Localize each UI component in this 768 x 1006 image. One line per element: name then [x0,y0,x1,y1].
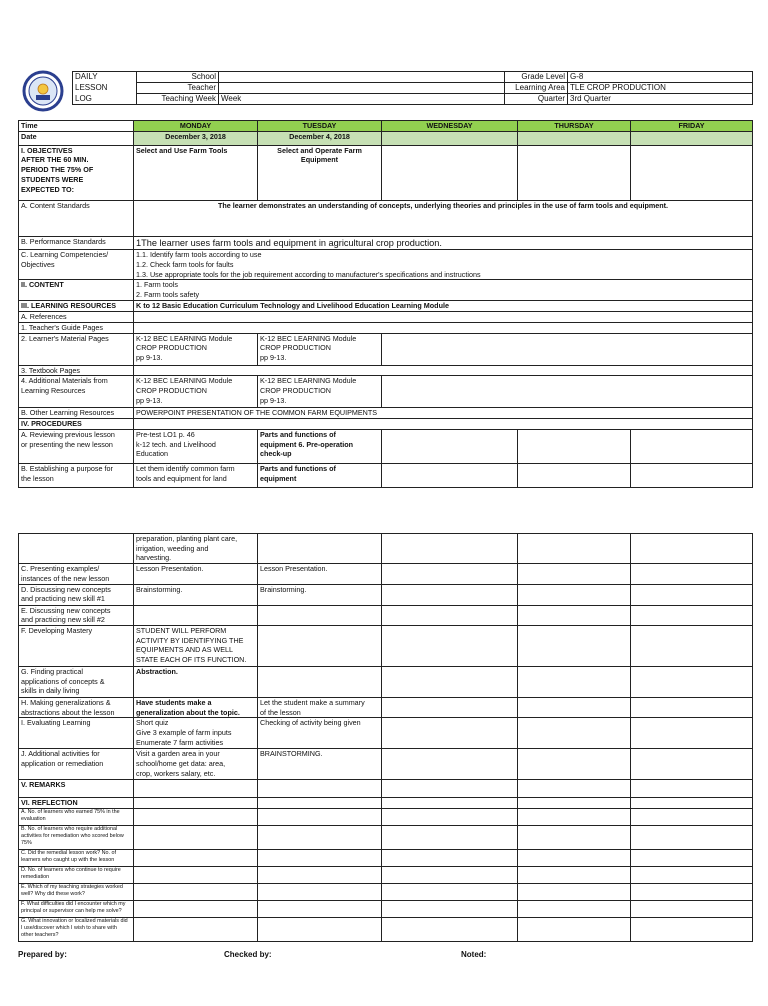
reflection-cell [134,797,258,808]
procedure-thursday [518,626,631,667]
day-header-tuesday: TUESDAY [258,121,382,132]
area-value: TLE CROP PRODUCTION [568,83,753,94]
lesson-table-page1 [18,120,753,488]
procedure-tuesday: Lesson Presentation. [258,564,382,584]
procedure-wednesday [382,667,518,698]
procedure-wednesday [382,698,518,718]
reflection-cell [631,808,753,825]
resources: K to 12 Basic Education Curriculum Technology and Livelihood Education Learning Module [134,301,753,312]
time-label: Time [19,121,134,132]
procedure-thursday [518,749,631,779]
review-wednesday [382,429,518,463]
learners-material-label: 2. Learner's Material Pages [19,333,134,365]
content-label: II. CONTENT [19,280,134,301]
competencies-label: C. Learning Competencies/ Objectives [19,250,134,280]
procedure-monday: Visit a garden area in your school/home get data: area, crop, workers salary, etc. [134,749,258,779]
procedure-label: E. Discussing new concepts and practicing new skill #2 [19,605,134,625]
reflection-cell [518,917,631,941]
continued-label [19,534,134,564]
date-friday [631,131,753,145]
continued-tuesday [258,534,382,564]
procedure-label: C. Presenting examples/ instances of the new lesson [19,564,134,584]
content-standards-label: A. Content Standards [19,200,134,236]
reflection-cell [631,849,753,866]
teachers-guide-label: 1. Teacher's Guide Pages [19,323,134,334]
additional-materials-monday: K-12 BEC LEARNING Module CROP PRODUCTION pp 9-13. [134,376,258,408]
reflection-cell [134,866,258,883]
reflection-cell [518,797,631,808]
title-line: DAILY [73,72,137,83]
procedures-label: IV. PROCEDURES [19,419,134,430]
reflection-cell [518,900,631,917]
reflection-cell [258,900,382,917]
reflection-cell [258,797,382,808]
procedure-wednesday [382,749,518,779]
remarks-cell [382,779,518,797]
procedure-label: D. Discussing new concepts and practicing new skill #1 [19,584,134,605]
procedure-monday [134,605,258,625]
continued-wednesday [382,534,518,564]
reflection-cell [518,866,631,883]
review-friday [631,429,753,463]
procedure-label: H. Making generalizations & abstractions about the lesson [19,698,134,718]
objective-friday [631,145,753,200]
additional-materials-label: 4. Additional Materials from Learning Resources [19,376,134,408]
competencies: 1.1. Identify farm tools according to use 1.2. Check farm tools for faults 1.3. Use appropriate tools for the job requirement according to manufacturer's specifications and instructions [134,250,753,280]
other-resources-label: B. Other Learning Resources [19,408,134,419]
procedure-monday: Short quiz Give 3 example of farm inputs Enumerate 7 farm activities [134,718,258,749]
reflection-cell [258,825,382,849]
procedure-tuesday: BRAINSTORMING. [258,749,382,779]
reflection-cell [382,866,518,883]
school-label: School [137,72,219,83]
content-standards: The learner demonstrates an understanding of concepts, underlying theories and principles in the use of farm tools and equipment. [134,200,753,236]
procedure-thursday [518,698,631,718]
reflection-cell [258,917,382,941]
reflection-cell [631,917,753,941]
procedures-cell [134,419,753,430]
review-monday: Pre-test LO1 p. 46 k-12 tech. and Livelihood Education [134,429,258,463]
content: 1. Farm tools 2. Farm tools safety [134,280,753,301]
header-table [72,71,753,105]
reflection-cell [258,866,382,883]
other-resources: POWERPOINT PRESENTATION OF THE COMMON FARM EQUIPMENTS [134,408,753,419]
procedure-monday: Brainstorming. [134,584,258,605]
objectives-label: I. OBJECTIVES AFTER THE 60 MIN. PERIOD THE 75% OF STUDENTS WERE EXPECTED TO: [19,145,134,200]
review-label: A. Reviewing previous lesson or presenting the new lesson [19,429,134,463]
reflection-item: C. Did the remedial lesson work? No. of learners who caught up with the lesson [19,849,134,866]
procedure-friday [631,564,753,584]
procedure-tuesday: Brainstorming. [258,584,382,605]
reflection-item: A. No. of learners who earned 75% in the evaluation [19,808,134,825]
procedure-thursday [518,605,631,625]
title-line: LOG [73,94,137,105]
learners-material-monday: K-12 BEC LEARNING Module CROP PRODUCTION pp 9-13. [134,333,258,365]
procedure-monday: Lesson Presentation. [134,564,258,584]
day-header-monday: MONDAY [134,121,258,132]
reflection-cell [134,808,258,825]
purpose-label: B. Establishing a purpose for the lesson [19,463,134,487]
continued-friday [631,534,753,564]
objective-monday: Select and Use Farm Tools [134,145,258,200]
reflection-cell [631,797,753,808]
reflection-cell [258,849,382,866]
procedure-thursday [518,584,631,605]
learners-material-tuesday: K-12 BEC LEARNING Module CROP PRODUCTION pp 9-13. [258,333,382,365]
teachers-guide-cell [134,323,753,334]
procedure-wednesday [382,626,518,667]
remarks-cell [134,779,258,797]
area-label: Learning Area [505,83,568,94]
reflection-cell [631,900,753,917]
procedure-monday: STUDENT WILL PERFORM ACTIVITY BY IDENTIFYING THE EQUIPMENTS AND AS WELL STATE EACH OF ITS FUNCTION. [134,626,258,667]
procedure-monday: Have students make a generalization about the topic. [134,698,258,718]
reflection-cell [382,808,518,825]
grade-value: G-8 [568,72,753,83]
remarks-cell [518,779,631,797]
procedure-friday [631,749,753,779]
quarter-value: 3rd Quarter [568,94,753,105]
reflection-item: D. No. of learners who continue to require remediation [19,866,134,883]
procedure-tuesday: Let the student make a summary of the lesson [258,698,382,718]
school-value [219,72,505,83]
reflection-cell [382,797,518,808]
procedure-friday [631,584,753,605]
reflection-cell [258,808,382,825]
objective-thursday [518,145,631,200]
procedure-friday [631,667,753,698]
textbook-cell [134,365,753,376]
checked-by-label: Checked by: [224,950,272,959]
purpose-friday [631,463,753,487]
learners-material-rest [382,333,753,365]
procedure-wednesday [382,605,518,625]
reflection-cell [134,825,258,849]
objective-wednesday [382,145,518,200]
reflection-cell [518,849,631,866]
reflection-cell [382,917,518,941]
procedure-tuesday: Checking of activity being given [258,718,382,749]
quarter-label: Quarter [505,94,568,105]
procedure-wednesday [382,564,518,584]
objective-tuesday: Select and Operate Farm Equipment [258,145,382,200]
procedure-friday [631,718,753,749]
reflection-item: B. No. of learners who require additional activities for remediation who scored below 75% [19,825,134,849]
grade-label: Grade Level [505,72,568,83]
performance-standards: 1The learner uses farm tools and equipment in agricultural crop production. [134,236,753,249]
reflection-cell [631,883,753,900]
review-tuesday: Parts and functions of equipment 6. Pre-operation check-up [258,429,382,463]
date-monday: December 3, 2018 [134,131,258,145]
date-tuesday: December 4, 2018 [258,131,382,145]
purpose-thursday [518,463,631,487]
noted-label: Noted: [461,950,487,959]
reflection-label: VI. REFLECTION [19,797,134,808]
reflection-cell [382,825,518,849]
week-value: Week [219,94,505,105]
reflection-cell [134,849,258,866]
procedure-tuesday [258,667,382,698]
reflection-cell [382,883,518,900]
references-label: A. References [19,312,134,323]
reflection-item: G. What innovation or localized materials did I use/discover which I wish to share with other teachers? [19,917,134,941]
procedure-friday [631,605,753,625]
remarks-cell [258,779,382,797]
title-line: LESSON [73,83,137,94]
procedure-monday: Abstraction. [134,667,258,698]
reflection-cell [518,808,631,825]
procedure-thursday [518,718,631,749]
remarks-label: V. REMARKS [19,779,134,797]
review-thursday [518,429,631,463]
teacher-label: Teacher [137,83,219,94]
additional-materials-rest [382,376,753,408]
procedure-tuesday [258,605,382,625]
deped-seal-logo [18,70,68,112]
day-header-wednesday: WEDNESDAY [382,121,518,132]
purpose-monday: Let them identify common farm tools and equipment for land [134,463,258,487]
procedure-label: J. Additional activities for application or remediation [19,749,134,779]
resources-label: III. LEARNING RESOURCES [19,301,134,312]
date-wednesday [382,131,518,145]
lesson-table-page2 [18,533,753,942]
reflection-cell [382,900,518,917]
reflection-cell [134,917,258,941]
procedure-label: I. Evaluating Learning [19,718,134,749]
continued-monday: preparation, planting plant care, irrigation, weeding and harvesting. [134,534,258,564]
week-label: Teaching Week [137,94,219,105]
reflection-item: E. Which of my teaching strategies worked well? Why did these work? [19,883,134,900]
procedure-label: F. Developing Mastery [19,626,134,667]
day-header-friday: FRIDAY [631,121,753,132]
reflection-cell [631,825,753,849]
procedure-wednesday [382,584,518,605]
remarks-cell [631,779,753,797]
reflection-cell [382,849,518,866]
procedure-thursday [518,564,631,584]
day-header-thursday: THURSDAY [518,121,631,132]
reflection-item: F. What difficulties did I encounter which my principal or supervisor can help me solve? [19,900,134,917]
performance-standards-label: B. Performance Standards [19,236,134,249]
date-label: Date [19,131,134,145]
reflection-cell [631,866,753,883]
procedure-tuesday [258,626,382,667]
procedure-label: G. Finding practical applications of concepts & skills in daily living [19,667,134,698]
procedure-thursday [518,667,631,698]
references-cell [134,312,753,323]
continued-thursday [518,534,631,564]
reflection-cell [518,825,631,849]
reflection-cell [134,883,258,900]
procedure-friday [631,626,753,667]
reflection-cell [134,900,258,917]
date-thursday [518,131,631,145]
procedure-wednesday [382,718,518,749]
additional-materials-tuesday: K-12 BEC LEARNING Module CROP PRODUCTION pp 9-13. [258,376,382,408]
purpose-wednesday [382,463,518,487]
purpose-tuesday: Parts and functions of equipment [258,463,382,487]
procedure-friday [631,698,753,718]
teacher-value [219,83,505,94]
reflection-cell [518,883,631,900]
prepared-by-label: Prepared by: [18,950,67,959]
textbook-label: 3. Textbook Pages [19,365,134,376]
reflection-cell [258,883,382,900]
